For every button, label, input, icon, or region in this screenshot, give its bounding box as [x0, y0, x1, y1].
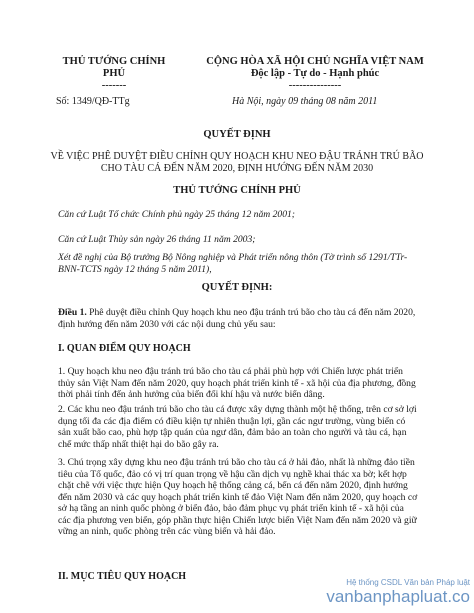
article-1-label: Điều 1.	[58, 307, 87, 318]
place-date: Hà Nội, ngày 09 tháng 08 năm 2011	[232, 96, 378, 107]
legal-basis-3: Xét đề nghị của Bộ trưởng Bộ Nông nghiệp và Phát triển nông thôn (Tờ trình số 1291/TTr-BNN-TCTS ngày 12 tháng 5 năm 2011),	[58, 252, 408, 275]
point-3: 3. Chú trọng xây dựng khu neo đậu tránh trú bão cho tàu cá ở hải đảo, nhất là những đảo tiền tiêu của Tổ quốc, đảo có vị trí quan trọng về hậu cần dịch vụ nghề khai thác xa bờ; kết hợp chặt chẽ với việc thực hiện Quy hoạch hệ thống cảng cá, bến cá đến năm 2020, định hướng đến năm 2030 và các quy hoạch phát triển kinh tế đảo Việt Nam đến năm 2020, quy hoạch cơ sở hạ tầng an ninh quốc phòng ở biển đảo, bảo đảm phục vụ phát triển kinh tế - xã hội của các địa phương ven biển, góp phần thực hiện Chiến lược biển Việt Nam đến năm 2020 và giữ vững an ninh, quốc phòng trên các vùng biển và hải đảo.	[58, 457, 418, 537]
document-title: QUYẾT ĐỊNH	[203, 129, 271, 140]
article-1-text: Phê duyệt điều chỉnh Quy hoạch khu neo đậu tránh trú bão cho tàu cá đến năm 2020, định hướng đến năm 2030 với các nội dung chủ yếu sau:	[58, 307, 416, 330]
document-number: Số: 1349/QĐ-TTg	[56, 96, 130, 107]
article-1	[58, 307, 418, 330]
issuer-agency-block	[50, 56, 178, 92]
section-1-heading: I. QUAN ĐIỂM QUY HOẠCH	[58, 343, 191, 354]
issuer-agency-divider: -------	[101, 80, 127, 91]
point-1: 1. Quy hoạch khu neo đậu tránh trú bão cho tàu cá phải phù hợp với Chiến lược phát triển thủy sản Việt Nam đến năm 2020, quy hoạch phát triển kinh tế - xã hội của địa phương, đồng thời phải tính đến ảnh hưởng của biến đổi khí hậu và nước biển dâng.	[58, 366, 416, 400]
subject-line1: VỀ VIỆC PHÊ DUYỆT ĐIỀU CHỈNH QUY HOẠCH KHU NEO ĐẬU TRÁNH TRÚ BÃO	[50, 151, 424, 162]
motto-divider: ---------------	[288, 80, 342, 91]
national-motto-block	[190, 56, 440, 92]
section-2-heading: II. MỤC TIÊU QUY HOẠCH	[58, 571, 187, 582]
issuer-agency-line2: PHỦ	[102, 68, 126, 79]
country-name: CỘNG HÒA XÃ HỘI CHỦ NGHĨA VIỆT NAM	[206, 56, 424, 67]
legal-basis-2: Căn cứ Luật Thủy sản ngày 26 tháng 11 năm 2003;	[58, 234, 256, 245]
subject-line2: CHO TÀU CÁ ĐẾN NĂM 2020, ĐỊNH HƯỚNG ĐẾN NĂM 2030	[100, 163, 374, 174]
document-subject	[40, 151, 434, 175]
issuer-agency-line1: THỦ TƯỚNG CHÍNH	[62, 56, 166, 67]
point-2: 2. Các khu neo đậu tránh trú bão cho tàu cá được xây dựng thành một hệ thống, trên cơ sở lợi dụng tối đa các địa điểm có điều kiện tự nhiên thuận lợi, gần các ngư trường, vùng biển có sản xuất bão cao, phù hợp tập quán của ngư dân, đảm bảo an toàn cho người và tàu cá, hạn chế mức thấp nhất thiệt hại do bão gây ra.	[58, 404, 417, 450]
national-motto: Độc lập - Tự do - Hạnh phúc	[250, 68, 380, 79]
decision-heading: QUYẾT ĐỊNH:	[201, 282, 273, 293]
watermark-line1: Hệ thống CSDL Văn bản Pháp luật	[346, 578, 470, 587]
watermark-site: vanbanphapluat.co	[326, 587, 470, 606]
issuer-heading: THỦ TƯỚNG CHÍNH PHỦ	[173, 185, 301, 196]
legal-basis-1: Căn cứ Luật Tổ chức Chính phủ ngày 25 tháng 12 năm 2001;	[58, 209, 295, 220]
